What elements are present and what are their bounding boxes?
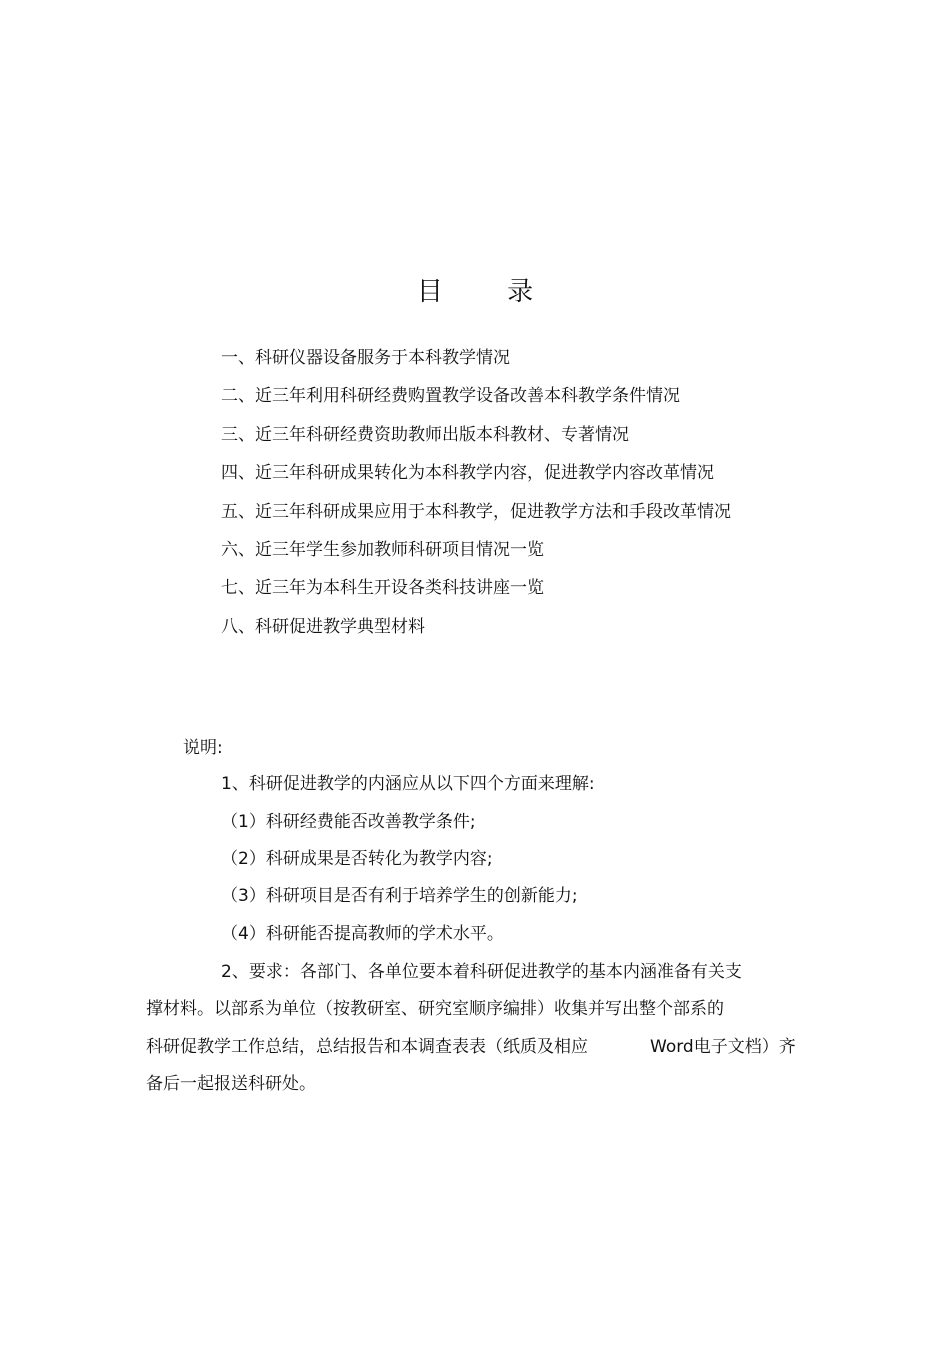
requirement-line-1: 2、要求：各部门、各单位要本着科研促进教学的基本内涵准备有关支 (221, 962, 742, 982)
toc-item-6: 六、近三年学生参加教师科研项目情况一览 (221, 539, 544, 560)
notes-label: 说明: (183, 738, 223, 758)
toc-item-1: 一、科研仪器设备服务于本科教学情况 (221, 348, 510, 368)
toc-item-5: 五、近三年科研成果应用于本科教学，促进教学方法和手段改革情况 (221, 501, 731, 522)
page-title: 目 录 (416, 277, 562, 307)
toc-item-4: 四、近三年科研成果转化为本科教学内容，促进教学内容改革情况 (221, 463, 714, 484)
toc-item-2: 二、近三年利用科研经费购置教学设备改善本科教学条件情况 (221, 386, 680, 407)
note-item-1: 1、科研促进教学的内涵应从以下四个方面来理解: (221, 774, 595, 794)
note-sub-2: （2）科研成果是否转化为教学内容; (221, 849, 493, 869)
requirement-line-4: 备后一起报送科研处。 (146, 1074, 316, 1094)
requirement-line-3: 科研促教学工作总结，总结报告和本调查表表（纸质及相应 (146, 1037, 588, 1057)
toc-item-3: 三、近三年科研经费资助教师出版本科教材、专著情况 (221, 424, 629, 445)
note-sub-4: （4）科研能否提高教师的学术水平。 (221, 924, 504, 944)
requirement-line-2: 撑材料。以部系为单位（按教研室、研究室顺序编排）收集并写出整个部系的 (146, 999, 724, 1019)
requirement-line-3-word: Word电子文档）齐 (650, 1037, 796, 1057)
table-of-contents (221, 348, 731, 655)
note-sub-3: （3）科研项目是否有利于培养学生的创新能力; (221, 886, 578, 906)
note-sub-1: （1）科研经费能否改善教学条件; (221, 812, 476, 832)
toc-item-8: 八、科研促进教学典型材料 (221, 616, 425, 637)
toc-item-7: 七、近三年为本科生开设各类科技讲座一览 (221, 578, 544, 599)
